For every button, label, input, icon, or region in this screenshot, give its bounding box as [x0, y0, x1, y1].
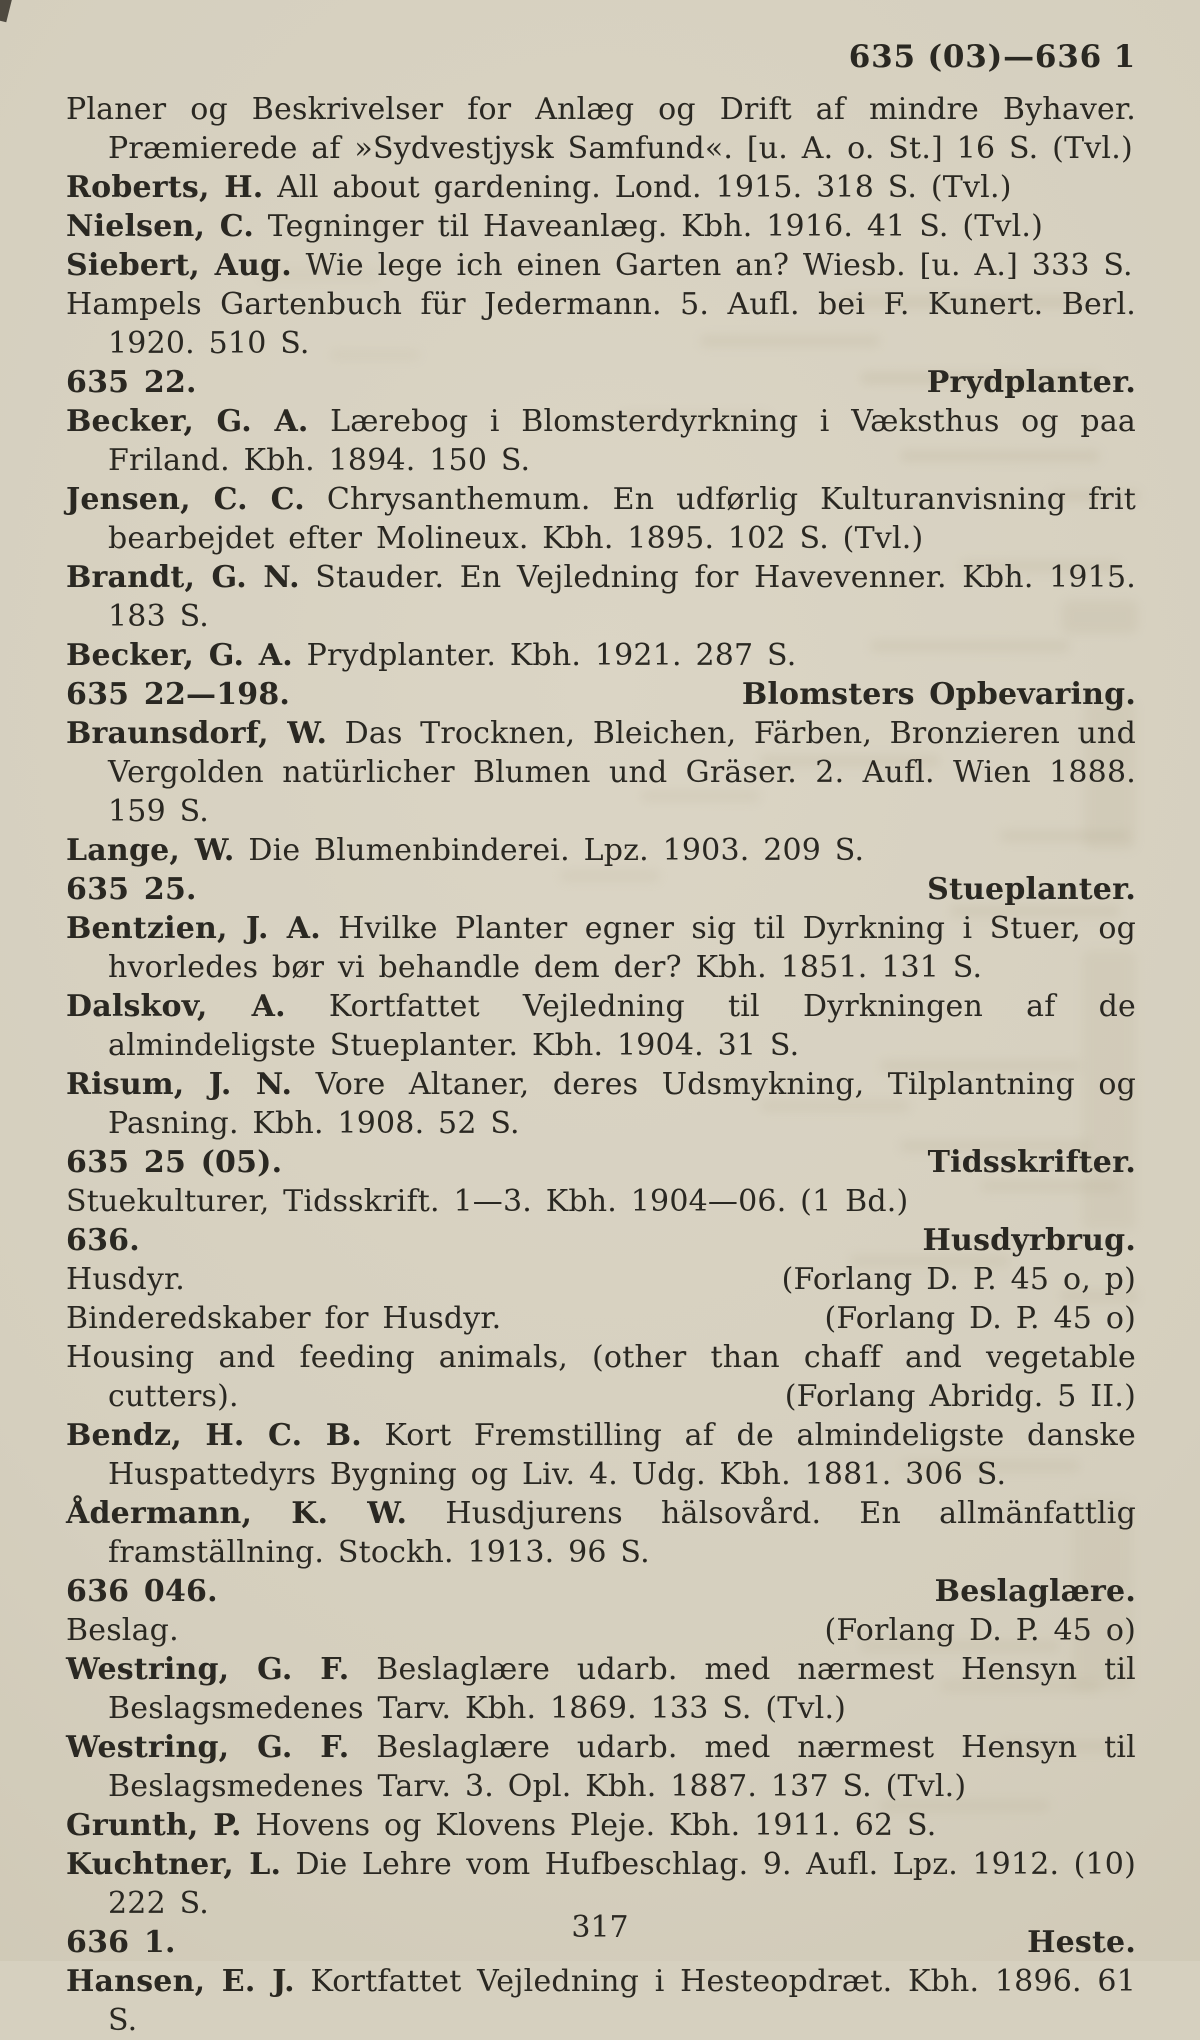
bibliography-entry [66, 714, 1136, 831]
entry-text: Hvilke Planter egner sig til Dyrkning i Stuer, og hvorledes bør vi behandle dem der? Kbh. 1851. 131 S. [108, 911, 1136, 985]
bibliography-entry [66, 1806, 1136, 1845]
entry-text: Hovens og Klovens Pleje. Kbh. 1911. 62 S. [255, 1808, 937, 1843]
bibliography-entry [66, 1962, 1136, 2040]
entry-text: Tegninger til Haveanlæg. Kbh. 1916. 41 S. (Tvl.) [267, 209, 1044, 244]
bibliography-entry [66, 1728, 1136, 1806]
section-heading [66, 870, 1136, 909]
entry-text: Chrysanthemum. En udførlig Kulturanvisning frit bearbejdet efter Molineux. Kbh. 1895. 102 S. (Tvl.) [108, 482, 1136, 556]
section-code: 635 25 (05). [66, 1145, 283, 1180]
entry-text: Binderedskaber for Husdyr. [66, 1301, 502, 1336]
entry-author: Becker, G. A. [66, 638, 293, 673]
entry-text: Beslag. [66, 1613, 179, 1648]
bibliography-entry [66, 1650, 1136, 1728]
entry-text: Husdyr. [66, 1262, 186, 1297]
section-code: 636. [66, 1223, 140, 1258]
section-title: Heste. [1027, 1925, 1136, 1960]
entry-author: Nielsen, C. [66, 209, 254, 244]
section-heading [66, 363, 1136, 402]
entry-text: Die Lehre vom Hufbeschlag. 9. Aufl. Lpz. 1912. (10) 222 S. [108, 1847, 1136, 1921]
bibliography-entry [66, 558, 1136, 636]
entry-text: Prydplanter. Kbh. 1921. 287 S. [306, 638, 797, 673]
entry-author: Bentzien, J. A. [66, 911, 321, 946]
entry-author: Roberts, H. [66, 170, 264, 205]
reference-note: (Forlang D. P. 45 o) [824, 1301, 1136, 1336]
entry-text: Planer og Beskrivelser for Anlæg og Drift af mindre Byhaver. Præmierede af »Sydvestjysk Samfund«. [u. A. o. St.] 16 S. (Tvl.) [66, 92, 1136, 166]
section-code: 636 046. [66, 1574, 218, 1609]
entry-text: Lærebog i Blomsterdyrkning i Væksthus og paa Friland. Kbh. 1894. 150 S. [108, 404, 1136, 478]
section-title: Blomsters Opbevaring. [741, 677, 1136, 712]
section-heading [66, 1221, 1136, 1260]
section-heading [66, 1572, 1136, 1611]
bibliography-entry [66, 1494, 1136, 1572]
scan-corner-mark [0, 0, 14, 22]
bibliography-entry [66, 831, 1136, 870]
bibliography-paragraph [66, 285, 1136, 363]
entry-text-line1: Housing and feeding animals, (other than chaff and vegetable [66, 1340, 1136, 1375]
section-title: Husdyrbrug. [922, 1223, 1136, 1258]
entry-author: Grunth, P. [66, 1808, 242, 1843]
entry-with-reference [66, 1338, 1136, 1416]
section-title: Beslaglære. [934, 1574, 1136, 1609]
entry-author: Bendz, H. C. B. [66, 1418, 362, 1453]
bibliography-paragraph [66, 1182, 1136, 1221]
bibliography-entry [66, 987, 1136, 1065]
section-title: Stueplanter. [927, 872, 1136, 907]
entry-text: Kortfattet Vejledning til Dyrkningen af de almindeligste Stueplanter. Kbh. 1904. 31 S. [108, 989, 1136, 1063]
section-heading [66, 1143, 1136, 1182]
entry-author: Braunsdorf, W. [66, 716, 328, 751]
entry-text: Hampels Gartenbuch für Jedermann. 5. Aufl. bei F. Kunert. Berl. 1920. 510 S. [66, 287, 1136, 361]
entry-author: Westring, G. F. [66, 1652, 350, 1687]
entry-text: Das Trocknen, Bleichen, Färben, Bronzieren und Vergolden natürlicher Blumen und Gräser. 2. Aufl. Wien 1888. 159 S. [108, 716, 1136, 829]
entry-author: Brandt, G. N. [66, 560, 300, 595]
section-code: 635 25. [66, 872, 197, 907]
entry-text: Beslaglære udarb. med nærmest Hensyn til Beslagsmedenes Tarv. 3. Opl. Kbh. 1887. 137 S. (Tvl.) [108, 1730, 1136, 1804]
entry-author: Westring, G. F. [66, 1730, 350, 1765]
bibliography-content [66, 90, 1136, 2040]
entry-text: Stuekulturer, Tidsskrift. 1—3. Kbh. 1904—06. (1 Bd.) [66, 1184, 909, 1219]
section-code: 636 1. [66, 1925, 176, 1960]
entry-author: Becker, G. A. [66, 404, 309, 439]
bibliography-paragraph [66, 90, 1136, 168]
section-code: 635 22. [66, 365, 197, 400]
section-title: Prydplanter. [926, 365, 1136, 400]
running-head-classification: 635 (03)—636 1 [848, 39, 1136, 75]
entry-text: Wie lege ich einen Garten an? Wiesb. [u. A.] 333 S. [305, 248, 1133, 283]
bibliography-entry [66, 480, 1136, 558]
section-heading [66, 675, 1136, 714]
reference-note: (Forlang D. P. 45 o, p) [781, 1262, 1136, 1297]
entry-author: Jensen, C. C. [66, 482, 305, 517]
bibliography-entry [66, 246, 1136, 285]
entry-text: All about gardening. Lond. 1915. 318 S. (Tvl.) [277, 170, 1012, 205]
entry-author: Kuchtner, L. [66, 1847, 282, 1882]
entry-author: Siebert, Aug. [66, 248, 292, 283]
entry-with-reference [66, 1260, 1136, 1299]
entry-text: Kortfattet Vejledning i Hesteopdræt. Kbh. 1896. 61 S. [108, 1964, 1137, 2038]
entry-author: Ådermann, K. W. [66, 1496, 408, 1531]
section-title: Tidsskrifter. [927, 1145, 1136, 1180]
entry-with-reference [66, 1299, 1136, 1338]
reference-note: (Forlang Abridg. 5 II.) [784, 1379, 1136, 1414]
entry-with-reference [66, 1611, 1136, 1650]
bibliography-entry [66, 909, 1136, 987]
bibliography-entry [66, 402, 1136, 480]
entry-author: Hansen, E. J. [66, 1964, 295, 1999]
entry-author: Lange, W. [66, 833, 235, 868]
entry-text: cutters). [108, 1379, 239, 1414]
entry-text: Kort Fremstilling af de almindeligste danske Huspattedyrs Bygning og Liv. 4. Udg. Kbh. 1881. 306 S. [108, 1418, 1136, 1492]
bibliography-entry [66, 1416, 1136, 1494]
entry-text: Husdjurens hälsovård. En allmänfattlig framställning. Stockh. 1913. 96 S. [108, 1496, 1136, 1570]
entry-text: Beslaglære udarb. med nærmest Hensyn til Beslagsmedenes Tarv. Kbh. 1869. 133 S. (Tvl.) [108, 1652, 1136, 1726]
bibliography-entry [66, 636, 1136, 675]
section-code: 635 22—198. [66, 677, 291, 712]
reference-note: (Forlang D. P. 45 o) [824, 1613, 1136, 1648]
bibliography-entry [66, 207, 1136, 246]
bibliography-entry [66, 168, 1136, 207]
entry-author: Risum, J. N. [66, 1067, 293, 1102]
bibliography-entry [66, 1065, 1136, 1143]
entry-text: Vore Altaner, deres Udsmykning, Tilplantning og Pasning. Kbh. 1908. 52 S. [108, 1067, 1136, 1141]
entry-text-line2 [66, 1377, 1136, 1416]
entry-text: Die Blumenbinderei. Lpz. 1903. 209 S. [248, 833, 865, 868]
page-number: 317 [571, 1910, 629, 1945]
entry-text: Stauder. En Vejledning for Havevenner. Kbh. 1915. 183 S. [108, 560, 1136, 634]
entry-author: Dalskov, A. [66, 989, 286, 1024]
